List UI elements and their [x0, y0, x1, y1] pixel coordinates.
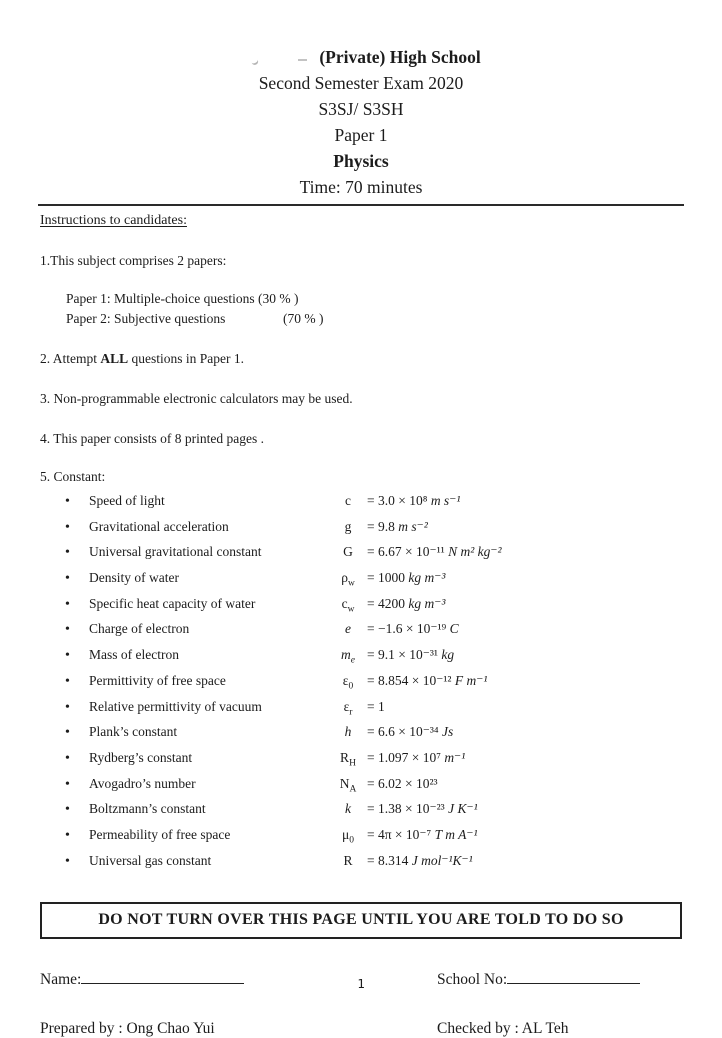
constant-label: Speed of light: [89, 493, 165, 508]
constant-symbol: $\varepsilon_r$: [343, 698, 353, 718]
bullet-icon: •: [65, 699, 70, 715]
constant-unit: J mol⁻¹K⁻¹: [411, 852, 473, 868]
paper-options: [40, 289, 682, 329]
instruction-item-1: 1.This subject comprises 2 papers:: [40, 253, 227, 268]
redaction-smudge-icon: [298, 59, 307, 61]
instruction-item-5: 5. Constant:: [40, 469, 106, 484]
constant-label: Universal gravitational constant: [89, 544, 262, 560]
constant-label: Rydberg’s constant: [89, 749, 193, 765]
constant-value: = 1.38 × 10⁻²³ J K⁻¹: [367, 801, 478, 817]
bullet-icon: •: [65, 827, 70, 843]
bullet-icon: •: [65, 802, 70, 818]
notice-text: DO NOT TURN OVER THIS PAGE UNTIL YOU ARE TOLD TO DO SO: [98, 911, 624, 929]
constant-symbol: k: [345, 801, 351, 817]
bullet-icon: •: [65, 776, 70, 792]
paper-option-1: Paper 1: Multiple-choice questions (30 % ): [66, 291, 299, 306]
constant-label: Plank’s constant: [89, 724, 178, 740]
constant-symbol: h: [344, 724, 352, 740]
constant-row: [65, 774, 682, 800]
header-divider: [38, 204, 684, 206]
constant-label: Permittivity of free space: [89, 672, 226, 688]
constant-symbol: G: [343, 544, 353, 560]
constant-label: Specific heat capacity of water: [89, 595, 256, 611]
constant-value: = 1.097 × 10⁷ m⁻¹: [367, 749, 466, 765]
constant-value: = 8.314 J mol⁻¹K⁻¹: [367, 852, 473, 868]
constant-unit: T m A⁻¹: [434, 826, 478, 842]
constant-unit: kg m⁻³: [408, 570, 446, 586]
constant-row: [65, 619, 682, 645]
constant-unit: F m⁻¹: [454, 672, 488, 688]
bullet-icon: •: [65, 648, 70, 664]
constant-value: = 1000 kg m⁻³: [367, 570, 446, 586]
constant-value: = 6.02 × 10²³: [367, 775, 438, 791]
constant-value: = 8.854 × 10⁻¹² F m⁻¹: [367, 672, 488, 688]
constant-row: [65, 851, 682, 877]
subject-title: Physics: [333, 151, 389, 171]
constant-symbol: $\mu_0$: [342, 826, 354, 846]
constant-symbol: $\varepsilon_0$: [342, 672, 354, 692]
constant-row: [65, 645, 682, 671]
instruction-item-3: 3. Non-programmable electronic calculators may be used.: [40, 391, 353, 406]
school-no-label: School No:: [437, 971, 508, 989]
constant-row: [65, 748, 682, 774]
constant-label: Avogadro’s number: [89, 775, 196, 791]
exam-title: Second Semester Exam 2020: [258, 73, 464, 93]
constant-unit: J K⁻¹: [448, 801, 478, 817]
constant-symbol: c: [345, 493, 351, 508]
constant-value: = −1.6 × 10⁻¹⁹ C: [367, 621, 459, 637]
constant-label: Charge of electron: [89, 621, 190, 637]
instruction-item-2-suffix: questions in Paper 1.: [128, 351, 245, 366]
constant-unit: Js: [441, 724, 454, 740]
constant-row: [65, 671, 682, 697]
constant-label: Density of water: [89, 570, 179, 586]
constant-label: Universal gas constant: [89, 852, 212, 868]
notice-box: [40, 902, 682, 939]
constant-symbol: $m_e$: [341, 647, 355, 666]
paper-option-2-label: Paper 2: Subjective questions: [66, 311, 226, 326]
bullet-icon: •: [65, 673, 70, 689]
constant-row: [65, 568, 682, 594]
instruction-item-2: [40, 351, 682, 367]
constant-label: Permeability of free space: [89, 826, 231, 842]
bullet-icon: •: [65, 622, 70, 638]
constant-value: = 6.67 × 10⁻¹¹ N m² kg⁻²: [367, 544, 502, 560]
constant-row: [65, 799, 682, 825]
constant-unit: kg: [441, 647, 455, 663]
redaction-smudge-icon: [250, 56, 260, 66]
constant-symbol: e: [345, 621, 351, 637]
constant-unit: N m² kg⁻²: [448, 544, 502, 560]
constant-value: = 3.0 × 10⁸ m s⁻¹: [367, 493, 461, 508]
constant-label: Relative permittivity of vacuum: [89, 698, 262, 714]
constant-unit: m s⁻¹: [430, 493, 461, 508]
constant-value: = 4200 kg m⁻³: [367, 595, 446, 611]
constant-symbol: $c_w$: [341, 595, 355, 615]
constant-symbol: g: [344, 518, 352, 534]
constant-value: = 9.1 × 10⁻³¹ kg: [367, 647, 455, 663]
redacted-school-name: [241, 44, 319, 70]
constant-unit: m⁻¹: [444, 749, 466, 765]
signature-row: [40, 1020, 682, 1038]
constant-row: [65, 542, 682, 568]
constant-row: [65, 722, 682, 748]
constant-label: Boltzmann’s constant: [89, 801, 206, 817]
name-label: Name:: [40, 971, 82, 989]
page-number: 1: [357, 976, 365, 991]
bullet-icon: •: [65, 494, 70, 509]
instruction-item-2-bold: ALL: [100, 351, 129, 366]
paper-number: Paper 1: [334, 125, 388, 145]
constant-label: Gravitational acceleration: [89, 518, 229, 534]
constant-value: = 9.8 m s⁻²: [367, 518, 428, 534]
bullet-icon: •: [65, 519, 70, 535]
constant-label: Mass of electron: [89, 647, 179, 663]
constant-row: [65, 697, 682, 723]
constant-row: [65, 517, 682, 543]
prepared-by: Prepared by : Ong Chao Yui: [40, 1020, 215, 1038]
checked-by: Checked by : AL Teh: [437, 1020, 569, 1038]
constants-list: [40, 491, 682, 876]
instruction-item-2-prefix: 2. Attempt: [40, 351, 101, 366]
bullet-icon: •: [65, 750, 70, 766]
school-title: (Private) High School: [319, 47, 481, 67]
paper-option-2-percent: (70 % ): [283, 311, 324, 326]
constant-value: = 1: [367, 698, 385, 714]
constant-symbol: $R_H$: [340, 749, 356, 769]
constant-unit: m s⁻²: [398, 518, 428, 534]
constant-row: [65, 491, 682, 517]
instructions-section: [40, 213, 682, 876]
constant-symbol: R: [343, 852, 353, 868]
bullet-icon: •: [65, 571, 70, 587]
exam-header: [0, 0, 722, 200]
paper-option-2: [66, 309, 682, 329]
school-title-line: [0, 44, 722, 70]
constant-value: = 4π × 10⁻⁷ T m A⁻¹: [367, 826, 478, 842]
bullet-icon: •: [65, 545, 70, 561]
bullet-icon: •: [65, 725, 70, 741]
bullet-icon: •: [65, 596, 70, 612]
constant-symbol: $N_A$: [339, 775, 357, 795]
constant-row: [65, 594, 682, 620]
instruction-item-4: 4. This paper consists of 8 printed pages .: [40, 431, 264, 446]
constant-value: = 6.6 × 10⁻³⁴ Js: [367, 724, 454, 740]
constant-symbol: $\rho_w$: [341, 570, 355, 589]
time-allowed: Time: 70 minutes: [299, 177, 423, 197]
constant-row: [65, 825, 682, 851]
class-code: S3SJ/ S3SH: [318, 99, 404, 119]
bullet-icon: •: [65, 853, 70, 869]
constant-unit: C: [449, 621, 459, 637]
instructions-heading: Instructions to candidates:: [40, 213, 187, 228]
constant-unit: kg m⁻³: [408, 595, 446, 611]
